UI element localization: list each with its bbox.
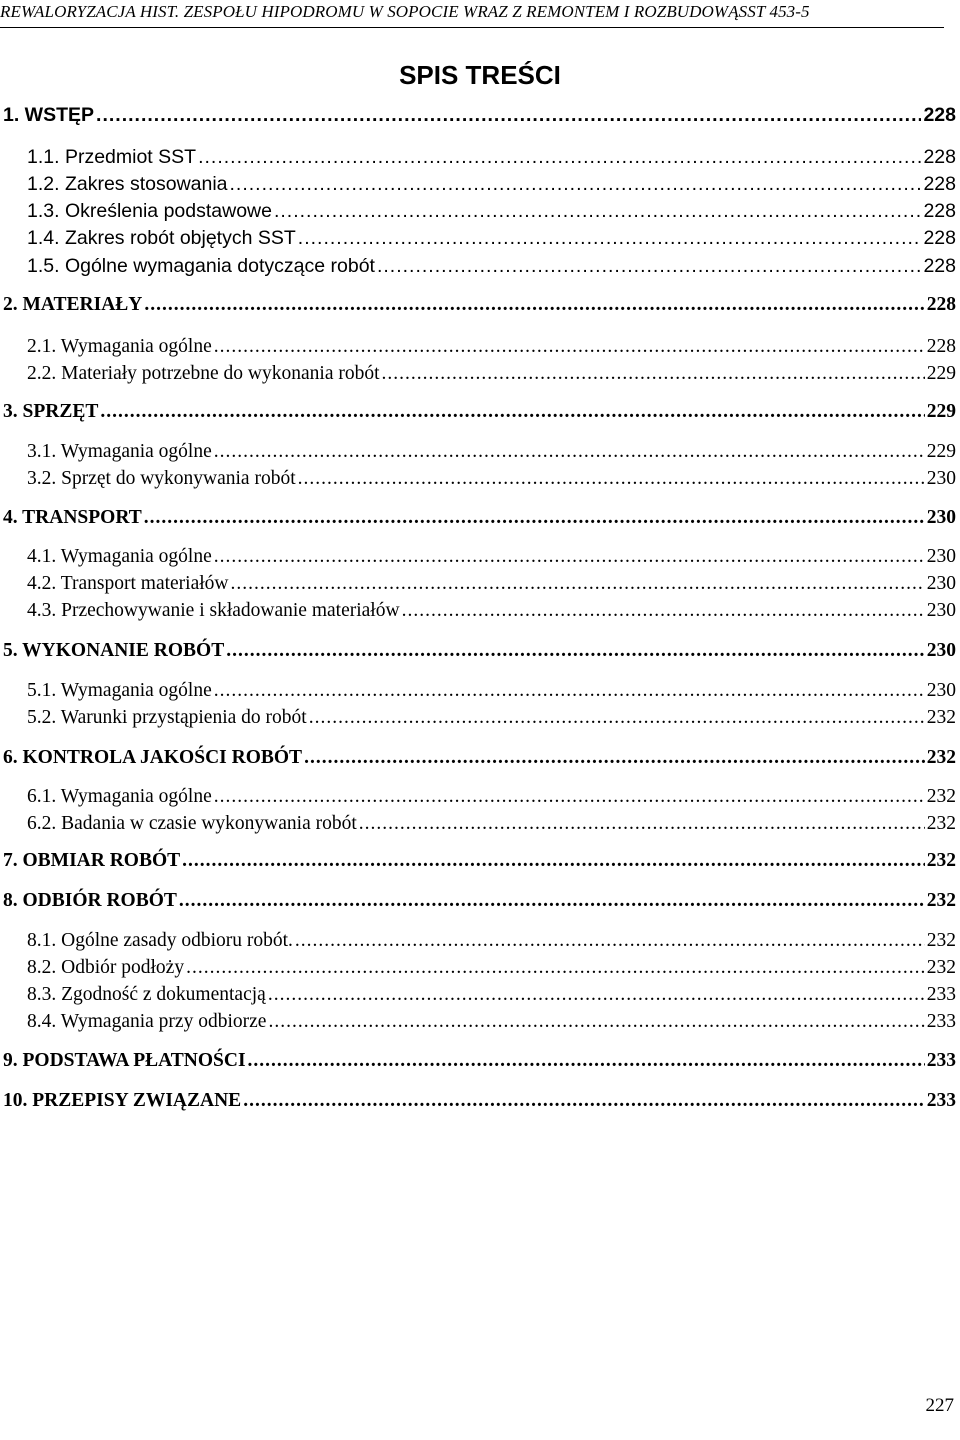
toc-entry-title: 6. KONTROLA JAKOŚCI ROBÓT — [3, 747, 303, 768]
toc-entry-8[interactable] — [3, 890, 956, 912]
toc-entry-page: 233 — [926, 1090, 956, 1111]
dot-leader — [382, 363, 925, 385]
toc-entry-page: 232 — [926, 707, 956, 728]
dot-leader — [144, 507, 925, 529]
toc-entry-6-2[interactable] — [27, 813, 956, 835]
dot-leader — [96, 104, 921, 127]
toc-entry-title: 9. PODSTAWA PŁATNOŚCI — [3, 1050, 246, 1071]
toc-entry-title: 7. OBMIAR ROBÓT — [3, 850, 181, 871]
toc-entry-8-1[interactable] — [27, 930, 956, 952]
dot-leader — [243, 1090, 925, 1112]
toc-entry-title: 6.1. Wymagania ogólne — [27, 786, 212, 807]
dot-leader — [198, 146, 921, 169]
toc-entry-page: 230 — [926, 507, 956, 528]
toc-entry-page: 228 — [923, 227, 956, 249]
dot-leader — [179, 890, 925, 912]
dot-leader — [214, 546, 925, 568]
dot-leader — [274, 200, 921, 223]
dot-leader — [214, 680, 925, 702]
dot-leader — [230, 173, 922, 196]
toc-entry-3-1[interactable] — [27, 441, 956, 463]
toc-entry-8-3[interactable] — [27, 984, 956, 1006]
toc-entry-10[interactable] — [3, 1090, 956, 1112]
toc-entry-page: 232 — [926, 890, 956, 911]
toc-entry-page: 232 — [926, 930, 956, 951]
toc-entry-2-1[interactable] — [27, 336, 956, 358]
toc-entry-page: 232 — [926, 786, 956, 807]
toc-entry-page: 230 — [926, 546, 956, 567]
toc-entry-title: 4.1. Wymagania ogólne — [27, 546, 212, 567]
toc-entry-1-3[interactable] — [27, 200, 956, 223]
toc-entry-title: 2.2. Materiały potrzebne do wykonania robót — [27, 363, 380, 384]
toc-entry-title: 3.1. Wymagania ogólne — [27, 441, 212, 462]
toc-entry-page: 228 — [923, 146, 956, 168]
toc-entry-8-2[interactable] — [27, 957, 956, 979]
toc-entry-title: 1.4. Zakres robót objętych SST — [27, 227, 296, 249]
dot-leader — [268, 984, 925, 1006]
toc-entry-5-2[interactable] — [27, 707, 956, 729]
toc-entry-page: 228 — [923, 173, 956, 195]
toc-entry-title: 8.4. Wymagania przy odbiorze — [27, 1011, 267, 1032]
toc-entry-page: 232 — [926, 957, 956, 978]
dot-leader — [226, 640, 925, 662]
dot-leader — [214, 441, 925, 463]
page-title: SPIS TREŚCI — [399, 60, 561, 90]
toc-entry-title: 10. PRZEPISY ZWIĄZANE — [3, 1090, 242, 1111]
toc-entry-title: 2. MATERIAŁY — [3, 294, 143, 315]
toc-entry-title: 1.1. Przedmiot SST — [27, 146, 197, 168]
toc-entry-title: 1.3. Określenia podstawowe — [27, 200, 272, 222]
toc-entry-title: 1. WSTĘP — [3, 104, 95, 126]
toc-entry-title: 1.5. Ogólne wymagania dotyczące robót — [27, 255, 375, 277]
toc-entry-page: 232 — [926, 813, 956, 834]
toc-entry-1-2[interactable] — [27, 173, 956, 196]
toc-entry-6[interactable] — [3, 747, 956, 769]
toc-entry-page: 228 — [923, 104, 956, 126]
running-header: REWALORYZACJA HIST. ZESPOŁU HIPODROMU W SOPOCIE WRAZ Z REMONTEM I ROZBUDOWĄSST 453-5 — [0, 2, 944, 28]
dot-leader — [230, 573, 924, 595]
dot-leader — [182, 850, 925, 872]
dot-leader — [309, 707, 925, 729]
toc-entry-4[interactable] — [3, 507, 956, 529]
toc-entry-title: 3.2. Sprzęt do wykonywania robót — [27, 468, 296, 489]
page-number: 227 — [925, 1395, 954, 1416]
toc-entry-page: 228 — [926, 294, 956, 315]
toc-entry-5-1[interactable] — [27, 680, 956, 702]
toc-entry-title: 5. WYKONANIE ROBÓT — [3, 640, 225, 661]
toc-entry-page: 229 — [926, 401, 956, 422]
toc-entry-title: 2.1. Wymagania ogólne — [27, 336, 212, 357]
toc-entry-3[interactable] — [3, 401, 956, 423]
toc-entry-2-2[interactable] — [27, 363, 956, 385]
toc-entry-page: 228 — [923, 200, 956, 222]
toc-entry-4-1[interactable] — [27, 546, 956, 568]
dot-leader — [144, 294, 924, 316]
toc-entry-title: 3. SPRZĘT — [3, 401, 99, 422]
dot-leader — [100, 401, 924, 423]
toc-entry-9[interactable] — [3, 1050, 956, 1072]
toc-entry-page: 233 — [926, 984, 956, 1005]
dot-leader — [298, 468, 925, 490]
dot-leader — [186, 957, 925, 979]
toc-entry-page: 230 — [926, 680, 956, 701]
toc-entry-title: 4.2. Transport materiałów — [27, 573, 229, 594]
dot-leader — [295, 930, 925, 952]
toc-entry-1[interactable] — [3, 104, 956, 127]
toc-entry-5[interactable] — [3, 640, 956, 662]
dot-leader — [304, 747, 925, 769]
toc-entry-page: 230 — [926, 468, 956, 489]
toc-entry-4-3[interactable] — [27, 600, 956, 622]
toc-entry-title: 5.2. Warunki przystąpienia do robót — [27, 707, 307, 728]
dot-leader — [298, 227, 922, 250]
dot-leader — [214, 786, 925, 808]
toc-entry-page: 230 — [926, 573, 956, 594]
toc-entry-title: 5.1. Wymagania ogólne — [27, 680, 212, 701]
toc-entry-8-4[interactable] — [27, 1011, 956, 1033]
dot-leader — [248, 1050, 925, 1072]
toc-entry-page: 229 — [926, 441, 956, 462]
dot-leader — [402, 600, 925, 622]
toc-entry-title: 4.3. Przechowywanie i składowanie materiałów — [27, 600, 400, 621]
dot-leader — [377, 255, 922, 278]
toc-entry-page: 232 — [926, 747, 956, 768]
toc-entry-title: 6.2. Badania w czasie wykonywania robót — [27, 813, 357, 834]
toc-entry-title: 8.1. Ogólne zasady odbioru robót. — [27, 930, 293, 951]
toc-entry-title: 4. TRANSPORT — [3, 507, 142, 528]
toc-entry-3-2[interactable] — [27, 468, 956, 490]
toc-entry-page: 232 — [926, 850, 956, 871]
toc-entry-title: 8.3. Zgodność z dokumentacją — [27, 984, 266, 1005]
toc-entry-page: 233 — [926, 1050, 956, 1071]
toc-entry-page: 230 — [926, 640, 956, 661]
dot-leader — [268, 1011, 924, 1033]
dot-leader — [214, 336, 925, 358]
toc-entry-1-5[interactable] — [27, 255, 956, 278]
toc-entry-1-1[interactable] — [27, 146, 956, 169]
toc-entry-title: 8.2. Odbiór podłoży — [27, 957, 185, 978]
toc-entry-page: 233 — [926, 1011, 956, 1032]
dot-leader — [359, 813, 925, 835]
toc-entry-page: 229 — [926, 363, 956, 384]
toc-entry-title: 8. ODBIÓR ROBÓT — [3, 890, 177, 911]
toc-entry-page: 228 — [926, 336, 956, 357]
toc-entry-6-1[interactable] — [27, 786, 956, 808]
toc-entry-2[interactable] — [3, 294, 956, 316]
toc-entry-4-2[interactable] — [27, 573, 956, 595]
toc-entry-page: 230 — [926, 600, 956, 621]
toc-entry-1-4[interactable] — [27, 227, 956, 250]
toc-entry-title: 1.2. Zakres stosowania — [27, 173, 228, 195]
toc-entry-page: 228 — [923, 255, 956, 277]
toc-entry-7[interactable] — [3, 850, 956, 872]
